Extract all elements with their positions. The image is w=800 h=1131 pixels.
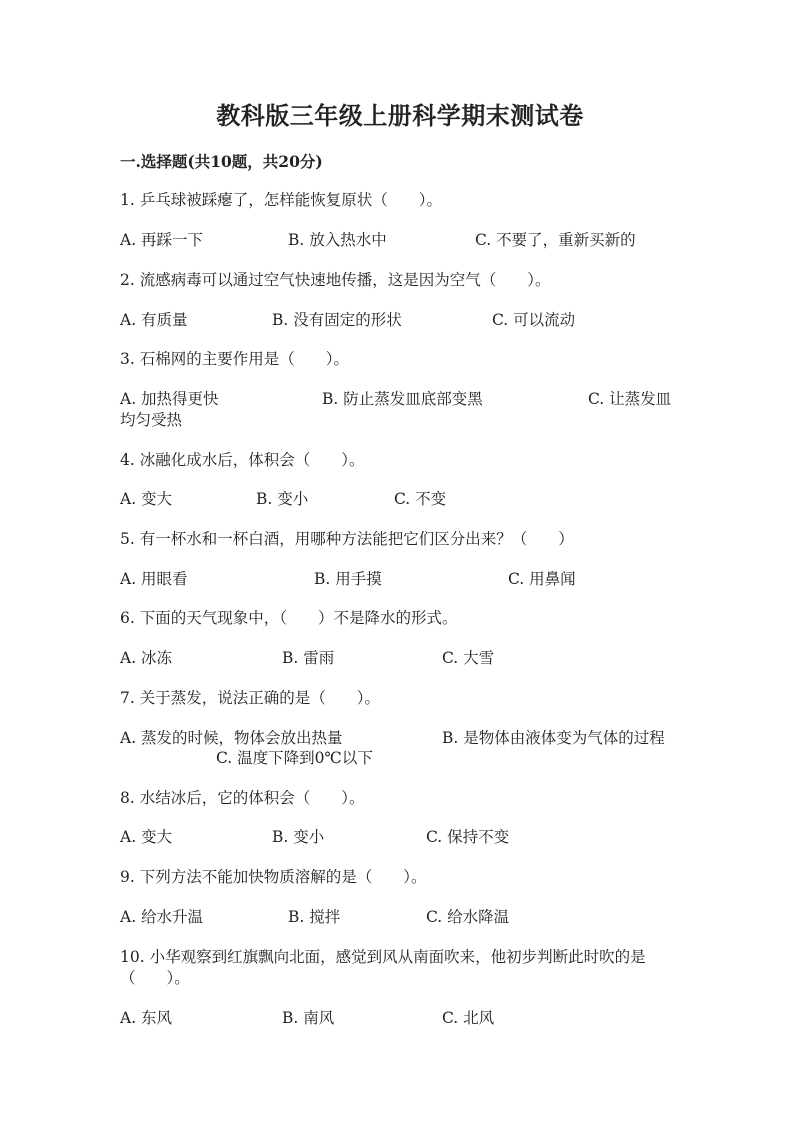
question-3-option-a: A. 加热得更快 (120, 390, 219, 408)
page-title: 教科版三年级上册科学期末测试卷 (216, 101, 584, 130)
question-6-option-b: B. 雷雨 (282, 649, 335, 667)
question-8-stem: 8. 水结冰后，它的体积会（ ）。 (120, 789, 365, 807)
question-8-option-c: C. 保持不变 (426, 828, 510, 846)
question-8-option-b: B. 变小 (272, 828, 325, 846)
question-3-option-c: C. 让蒸发皿 (588, 390, 672, 408)
question-10-option-a: A. 东风 (120, 1009, 173, 1027)
question-5-option-c: C. 用鼻闻 (508, 570, 576, 588)
question-5-option-a: A. 用眼看 (120, 570, 188, 588)
question-2-option-c: C. 可以流动 (492, 311, 576, 329)
question-9-option-b: B. 搅拌 (288, 908, 341, 926)
question-1-stem: 1. 乒乓球被踩瘪了，怎样能恢复原状（ ）。 (120, 191, 442, 209)
question-9-option-c: C. 给水降温 (426, 908, 510, 926)
question-1-option-b: B. 放入热水中 (288, 231, 387, 249)
question-5-stem: 5. 有一杯水和一杯白酒，用哪种方法能把它们区分出来？（ ） (120, 530, 574, 548)
question-7-option-b: B. 是物体由液体变为气体的过程 (442, 729, 665, 747)
question-7-option-c: C. 温度下降到0℃以下 (216, 749, 373, 767)
question-2-option-b: B. 没有固定的形状 (272, 311, 402, 329)
question-6-option-a: A. 冰冻 (120, 649, 173, 667)
question-1-option-c: C. 不要了，重新买新的 (475, 231, 636, 249)
question-4-stem: 4. 冰融化成水后，体积会（ ）。 (120, 451, 365, 469)
question-10-stem-continued: （ ）。 (120, 969, 190, 987)
question-3-option-c-continued: 均匀受热 (120, 411, 183, 429)
question-7-option-a: A. 蒸发的时候，物体会放出热量 (120, 729, 343, 747)
question-1-option-a: A. 再踩一下 (120, 231, 204, 249)
question-10-option-c: C. 北风 (442, 1009, 495, 1027)
question-8-option-a: A. 变大 (120, 828, 173, 846)
question-4-option-b: B. 变小 (256, 490, 309, 508)
question-6-stem: 6. 下面的天气现象中，（ ）不是降水的形式。 (120, 609, 458, 627)
question-9-option-a: A. 给水升温 (120, 908, 204, 926)
question-4-option-a: A. 变大 (120, 490, 173, 508)
section-heading: 一.选择题(共10题，共20分) (120, 152, 323, 171)
question-4-option-c: C. 不变 (394, 490, 447, 508)
question-6-option-c: C. 大雪 (442, 649, 495, 667)
question-10-stem: 10. 小华观察到红旗飘向北面，感觉到风从南面吹来，他初步判断此时吹的是 (120, 948, 646, 966)
question-10-option-b: B. 南风 (282, 1009, 335, 1027)
question-2-stem: 2. 流感病毒可以通过空气快速地传播，这是因为空气（ ）。 (120, 271, 551, 289)
question-5-option-b: B. 用手摸 (314, 570, 382, 588)
question-2-option-a: A. 有质量 (120, 311, 188, 329)
question-3-option-b: B. 防止蒸发皿底部变黑 (322, 390, 483, 408)
question-7-stem: 7. 关于蒸发，说法正确的是（ ）。 (120, 689, 380, 707)
question-9-stem: 9. 下列方法不能加快物质溶解的是（ ）。 (120, 868, 427, 886)
question-3-stem: 3. 石棉网的主要作用是（ ）。 (120, 350, 349, 368)
